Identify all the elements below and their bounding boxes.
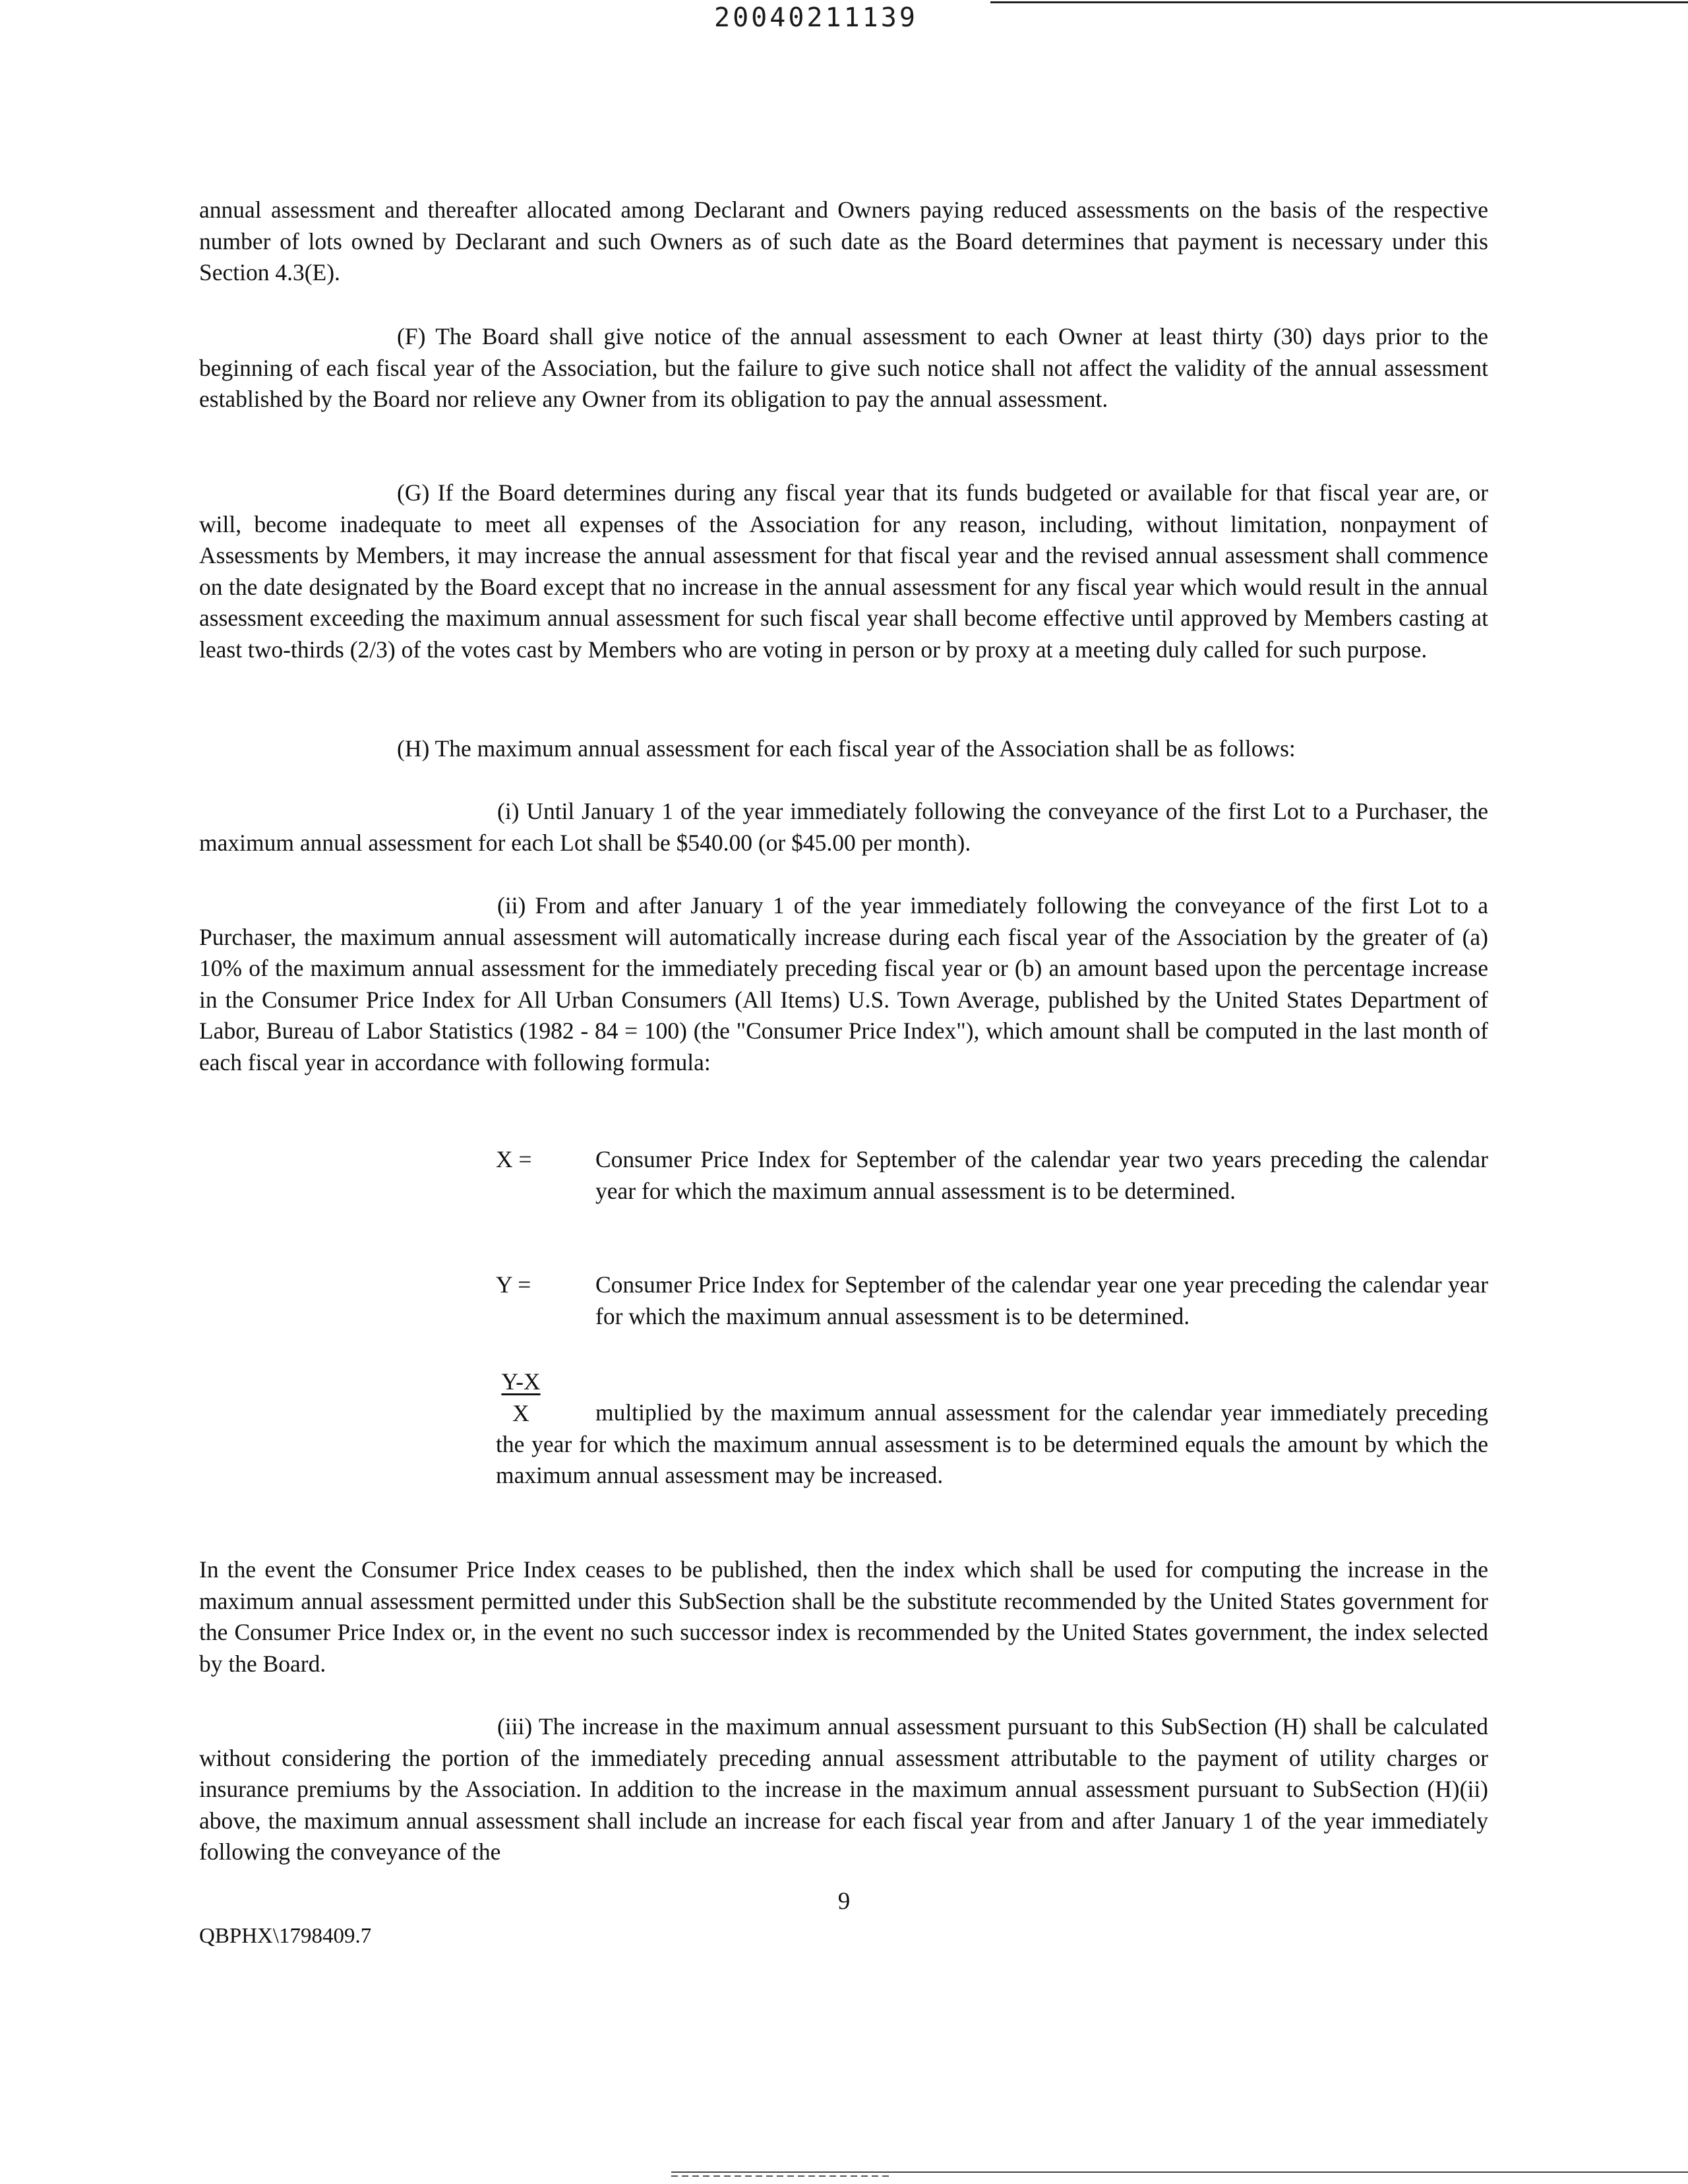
formula-y-row <box>496 1269 1488 1333</box>
footer-rule-dashed <box>671 2175 889 2177</box>
footer-document-id: QBPHX\1798409.7 <box>199 1924 372 1948</box>
formula-y-label: Y = <box>496 1271 531 1298</box>
paragraph-event: In the event the Consumer Price Index ceases to be published, then the index which shall be used for computing the increase in the maximum annual assessment permitted under this SubSection shall be the substitute recommended by the United States government for the Consumer Price Index or, in the event no such successor index is recommended by the United States government, the index selected by the Board. <box>199 1556 1488 1677</box>
paragraph-g: (G) If the Board determines during any fiscal year that its funds budgeted or available for that fiscal year are, or will, become inadequate to meet all expenses of the Association for any reason, including, without limitation, nonpayment of Assessments by Members, it may increase the annual assessment for that fiscal year and the revised annual assessment shall commence on the date designated by the Board except that no increase in the annual assessment for any fiscal year which would result in the annual assessment exceeding the maximum annual assessment for such fiscal year shall become effective until approved by Members casting at least two-thirds (2/3) of the votes cast by Members who are voting in person or by proxy at a meeting duly called for such purpose. <box>199 479 1488 663</box>
text-block-h-i <box>199 796 1488 859</box>
text-block-h <box>199 733 1488 765</box>
text-block-g <box>199 477 1488 665</box>
formula-y-description: Consumer Price Index for September of the calendar year one year preceding the calendar year for which the maximum annual assessment is to be determined. <box>595 1271 1488 1329</box>
fraction-description: multiplied by the maximum annual assessment for the calendar year immediately preceding the year for which the maximum annual assessment is to be determined equals the amount by which the maximum annual assessment may be increased. <box>496 1399 1488 1488</box>
paragraph-intro: annual assessment and thereafter allocated among Declarant and Owners paying reduced assessments on the basis of the respective number of lots owned by Declarant and such Owners as of such date as the Board determines that payment is necessary under this Section 4.3(E). <box>199 197 1488 286</box>
text-block-upper <box>199 195 1488 289</box>
paragraph-h-ii: (ii) From and after January 1 of the year immediately following the conveyance of the first Lot to a Purchaser, the maximum annual assessment will automatically increase during each fiscal year of the Association by the greater of (a) 10% of the maximum annual assessment for the immediately preceding fiscal year or (b) an amount based upon the percentage increase in the Consumer Price Index for All Urban Consumers (All Items) U.S. Town Average, published by the United States Department of Labor, Bureau of Labor Statistics (1982 - 84 = 100) (the "Consumer Price Index"), which amount shall be computed in the last month of each fiscal year in accordance with following formula: <box>199 892 1488 1076</box>
fraction-denominator: X <box>512 1399 529 1426</box>
fraction-numerator: Y-X <box>501 1368 541 1395</box>
paragraph-h-i: (i) Until January 1 of the year immediately following the conveyance of the first Lot to a Purchaser, the maximum annual assessment for each Lot shall be $540.00 (or $45.00 per month). <box>199 798 1488 856</box>
text-block-event <box>199 1554 1488 1680</box>
page-number: 9 <box>837 1888 851 1915</box>
text-block-h-iii <box>199 1711 1488 1868</box>
footer-rule <box>671 2171 1688 2173</box>
paragraph-h-iii: (iii) The increase in the maximum annual assessment pursuant to this SubSection (H) shall be calculated without considering the portion of the immediately preceding annual assessment attributable to the payment of utility charges or insurance premiums by the Association. In addition to the increase in the maximum annual assessment pursuant to SubSection (H)(ii) above, the maximum annual assessment shall include an increase for each fiscal year from and after January 1 of the year immediately following the conveyance of the <box>199 1713 1488 1865</box>
formula-x-description: Consumer Price Index for September of the calendar year two years preceding the calendar year for which the maximum annual assessment is to be determined. <box>595 1146 1488 1204</box>
document-number: 20040211139 <box>714 3 918 33</box>
formula-x-label: X = <box>496 1146 532 1172</box>
paragraph-f: (F) The Board shall give notice of the annual assessment to each Owner at least thirty (30) days prior to the beginning of each fiscal year of the Association, but the failure to give such notice shall not affect the validity of the annual assessment established by the Board nor relieve any Owner from its obligation to pay the annual assessment. <box>199 323 1488 412</box>
header-rule <box>990 1 1688 3</box>
paragraph-h: (H) The maximum annual assessment for each fiscal year of the Association shall be as follows: <box>397 735 1296 762</box>
text-block-h-ii <box>199 890 1488 1078</box>
text-block-f <box>199 321 1488 415</box>
formula-x-row <box>496 1144 1488 1239</box>
